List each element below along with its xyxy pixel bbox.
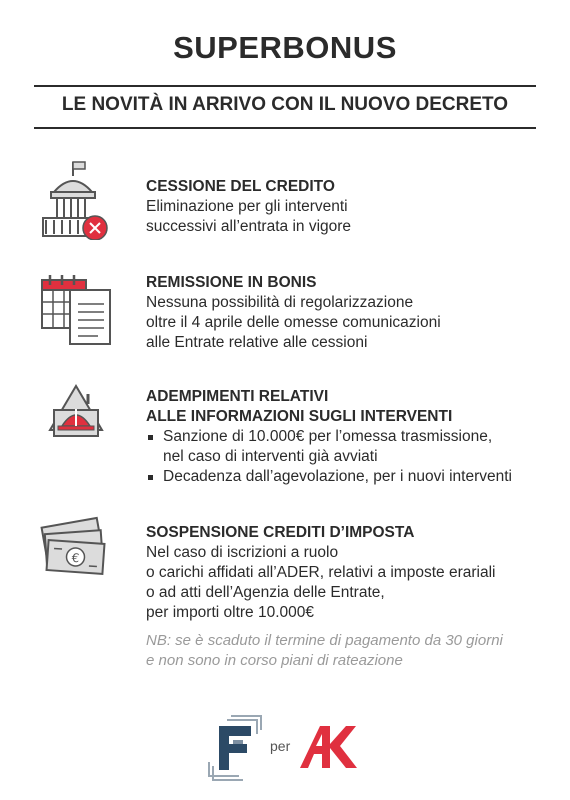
section-heading: CESSIONE DEL CREDITO [146,178,335,195]
house-hardhat-icon [38,380,114,460]
section-heading-line: ALLE INFORMAZIONI SUGLI INTERVENTI [146,408,453,425]
section-remissione-bonis [146,273,546,353]
title-rule-bottom [34,127,536,129]
svg-text:€: € [71,550,80,566]
section-text-line: Nessuna possibilità di regolarizzazione [146,294,414,311]
euro-banknotes-icon [38,510,114,590]
page-title: SUPERBONUS [173,30,397,65]
section-heading: REMISSIONE IN BONIS [146,274,317,291]
footer-logos [0,712,570,782]
note-text: NB: se è scaduto il termine di pagamento da 30 giorni e non sono in corso piani di rateazione [146,632,503,669]
section-cessione-credito [146,177,546,237]
section-text-line: oltre il 4 aprile delle omesse comunicazioni [146,314,441,331]
section-heading: SOSPENSIONE CREDITI D’IMPOSTA [146,524,415,541]
section-text-line: o ad atti dell’Agenzia delle Entrate, [146,584,385,601]
bullet-list [146,427,546,487]
ak-logo [300,724,358,772]
section-text-line: alle Entrate relative alle cessioni [146,334,368,351]
title-rule-top [34,85,536,87]
section-text-line: Nel caso di iscrizioni a ruolo [146,544,339,561]
section-sospensione-crediti [146,523,546,623]
bullet-item: Decadenza dall’agevolazione, per i nuovi interventi [146,467,546,487]
section-text-line: successivi all’entrata in vigore [146,218,352,235]
section-heading-line: ADEMPIMENTI RELATIVI [146,388,329,405]
bullet-item: Sanzione di 10.000€ per l’omessa trasmissione, nel caso di interventi già avviati [146,427,546,467]
section-text-line: Eliminazione per gli interventi [146,198,348,215]
section-text-line: per importi oltre 10.000€ [146,604,315,621]
page-subtitle: LE NOVITÀ IN ARRIVO CON IL NUOVO DECRETO [61,94,509,115]
per-label: per [270,738,291,754]
f-logo [205,714,267,782]
section-adempimenti [146,387,546,487]
calendar-document-icon [38,270,114,350]
section-text-line: o carichi affidati all’ADER, relativi a imposte erariali [146,564,496,581]
government-building-cross-icon [38,160,114,240]
